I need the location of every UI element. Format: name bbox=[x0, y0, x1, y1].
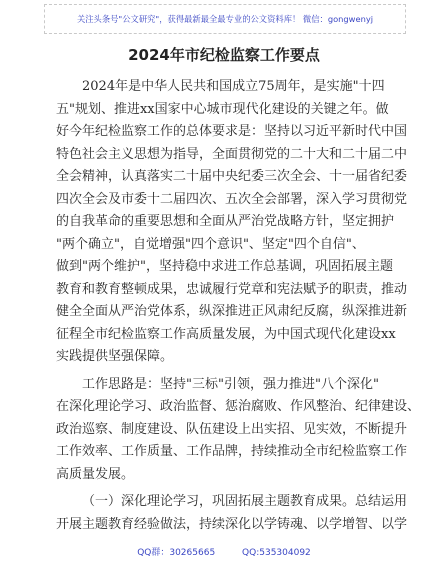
text-line: 实践提供坚强保障。 bbox=[56, 349, 174, 364]
document-title: 2024年市纪检监察工作要点 bbox=[128, 46, 320, 64]
text-line: 政治巡察、制度建设、队伍建设上出实招、见实效，不断提升 bbox=[56, 421, 408, 437]
text-line: 高质量发展。 bbox=[56, 466, 135, 482]
text-line: 四次全会及市委十二届四次、五次全会部署，深入学习贯彻党 bbox=[56, 191, 408, 207]
text-line: 2024年是中华人民共和国成立75周年，是实施"十四 bbox=[82, 79, 385, 94]
paragraph-work-approach bbox=[56, 374, 421, 487]
text-line: 征程全市纪检监察工作高质量发展，为中国式现代化建设xx bbox=[56, 326, 396, 342]
text-line: "两个确立"，自觉增强"四个意识"、坚定"四个自信"、 bbox=[56, 236, 365, 252]
text-line: 五"规划、推进xx国家中心城市现代化建设的关键之年。做 bbox=[56, 101, 389, 117]
text-line: 做到"两个维护"，坚持稳中求进工作总基调，巩固拓展主题 bbox=[56, 259, 393, 274]
paragraph-overview bbox=[56, 76, 408, 369]
text-line: 教育和教育整顿成果，忠诚履行党章和宪法赋予的职责，推动 bbox=[56, 281, 408, 297]
text-line: 特色社会主义思想为指导，全面贯彻党的二十大和二十届二中 bbox=[56, 146, 408, 162]
qq-text: QQ:535304092 bbox=[242, 548, 311, 558]
text-line: 工作效率、工作质量、工作品牌，持续推动全市纪检监察工作 bbox=[56, 444, 408, 459]
text-line: 的自我革命的重要思想和全面从严治党战略方针，坚定拥护 bbox=[56, 214, 395, 229]
text-line: 开展主题教育经验做法，持续深化以学铸魂、以学增智、以学 bbox=[56, 516, 408, 532]
header-notice: 关注头条号"公文研究"，获得最新最全最专业的公文资料库！ 微信：gongwenyj bbox=[44, 4, 406, 34]
text-line: 健全全面从严治党体系，纵深推进正风肃纪反腐，纵深推进新 bbox=[56, 304, 408, 319]
document-body bbox=[56, 76, 421, 536]
footer-contact bbox=[0, 545, 448, 558]
text-line: 全会精神，认真落实二十届中央纪委三次全会、十一届省纪委 bbox=[56, 169, 408, 184]
text-line: 好今年纪检监察工作的总体要求是：坚持以习近平新时代中国 bbox=[56, 124, 408, 139]
qq-group-text: QQ群：30265665 bbox=[137, 548, 216, 558]
paragraph-section-one bbox=[56, 491, 408, 536]
text-line: 工作思路是：坚持"三标"引领，强力推进"八个深化" bbox=[82, 376, 379, 392]
text-line: 在深化理论学习、政治监督、惩治腐败、作风整治、纪律建设、 bbox=[56, 399, 421, 414]
text-line: （一）深化理论学习，巩固拓展主题教育成果。总结运用 bbox=[82, 494, 408, 509]
